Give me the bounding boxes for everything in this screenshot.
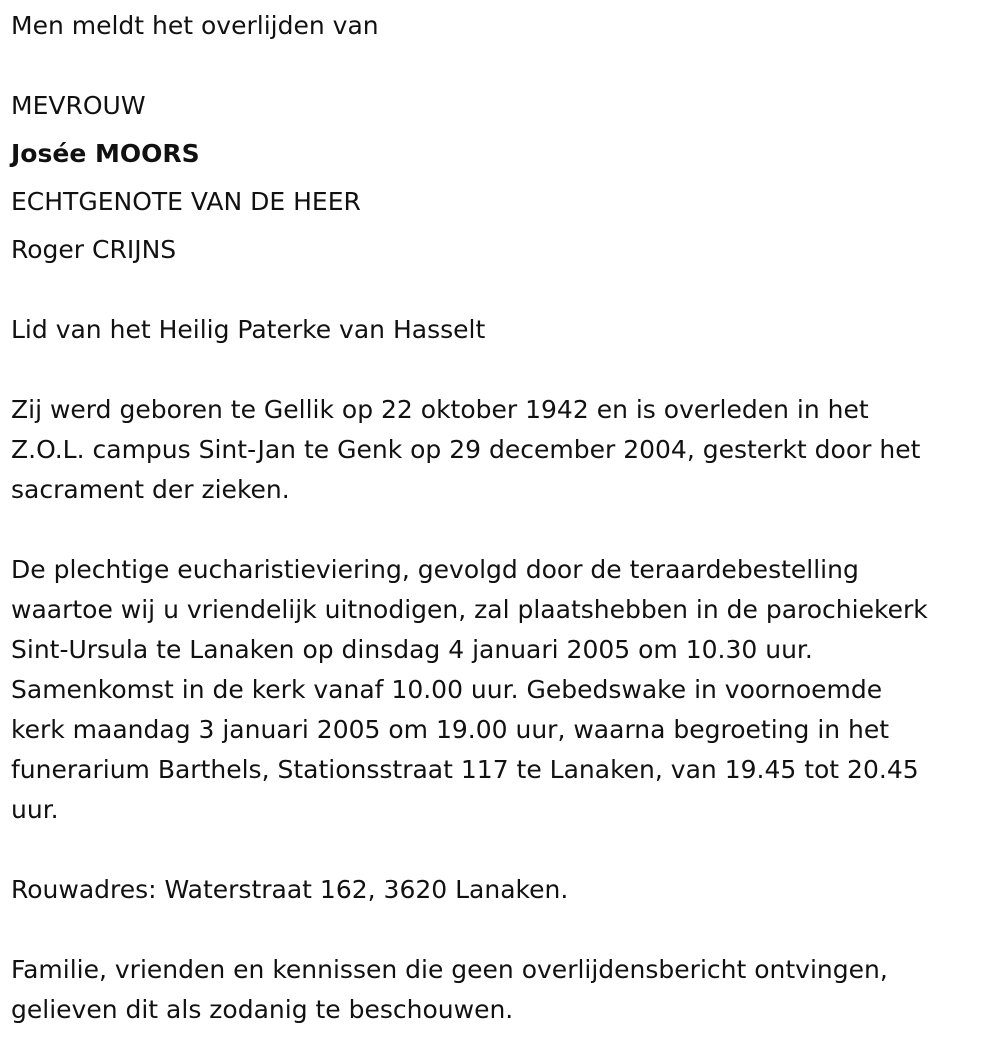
ceremony-line: funerarium Barthels, Stationsstraat 117 te Lanaken, van 19.45 tot 20.45 <box>11 755 919 784</box>
relation-text: ECHTGENOTE VAN DE HEER <box>11 187 361 216</box>
birth-death-line: sacrament der zieken. <box>11 475 290 504</box>
membership-text: Lid van het Heilig Paterke van Hasselt <box>11 315 486 344</box>
closing-line: Familie, vrienden en kennissen die geen overlijdensbericht ontvingen, <box>11 955 888 984</box>
ceremony-line: kerk maandag 3 januari 2005 om 19.00 uur, waarna begroeting in het <box>11 715 890 744</box>
birth-death-line: Zij werd geboren te Gellik op 22 oktober 1942 en is overleden in het <box>11 395 869 424</box>
intro-text: Men meldt het overlijden van <box>11 11 379 40</box>
ceremony-line: uur. <box>11 795 59 824</box>
ceremony-line: De plechtige eucharistieviering, gevolgd door de teraardebestelling <box>11 555 859 584</box>
address-text: Rouwadres: Waterstraat 162, 3620 Lanaken. <box>11 875 569 904</box>
spouse-name: Roger CRIJNS <box>11 235 177 264</box>
ceremony-line: Sint-Ursula te Lanaken op dinsdag 4 januari 2005 om 10.30 uur. <box>11 635 813 664</box>
title-text: MEVROUW <box>11 91 146 120</box>
deceased-name: Josée MOORS <box>11 139 200 168</box>
birth-death-line: Z.O.L. campus Sint-Jan te Genk op 29 december 2004, gesterkt door het <box>11 435 921 464</box>
closing-line: gelieven dit als zodanig te beschouwen. <box>11 995 514 1024</box>
ceremony-line: Samenkomst in de kerk vanaf 10.00 uur. Gebedswake in voornoemde <box>11 675 883 704</box>
ceremony-line: waartoe wij u vriendelijk uitnodigen, zal plaatshebben in de parochiekerk <box>11 595 928 624</box>
